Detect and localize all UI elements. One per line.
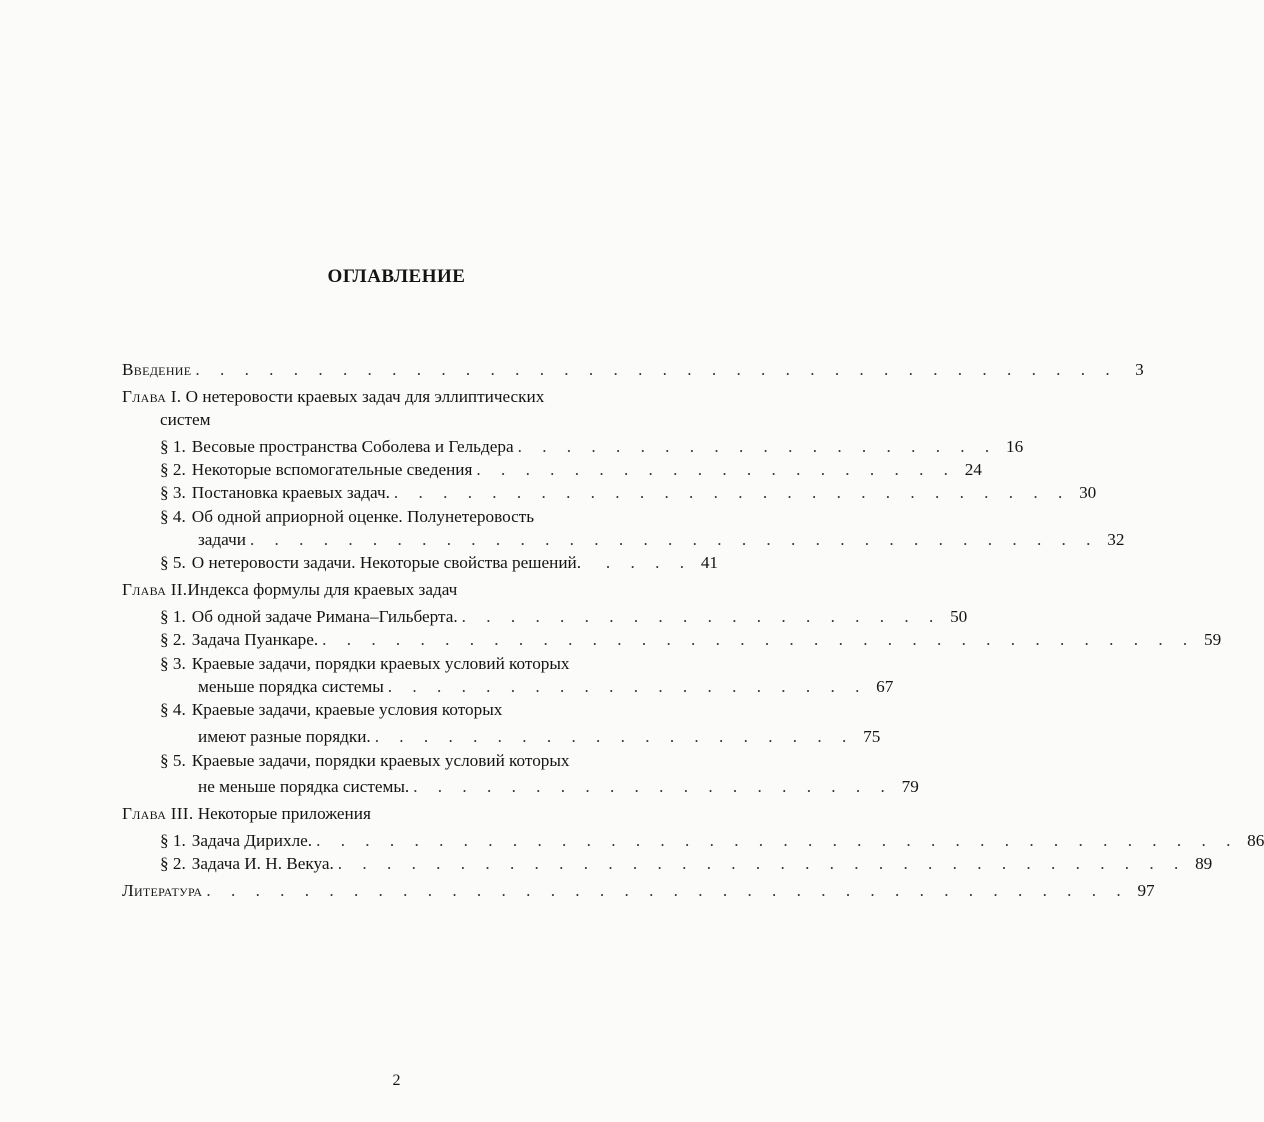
toc-entry — [160, 506, 718, 528]
toc-label: Литература — [122, 881, 203, 900]
toc-entry — [160, 653, 718, 675]
section-title-cont: не меньше порядка системы. — [198, 777, 410, 796]
toc-entry — [160, 699, 718, 721]
page-number: 97 — [1137, 881, 1155, 900]
chapter-title: Индекса формулы для краевых задач — [187, 580, 458, 599]
toc-entry-cont — [198, 776, 919, 798]
chapter-title: О нетеровости краевых задач для эллиптических — [185, 387, 545, 406]
page-number: 75 — [863, 727, 881, 746]
section-title: О нетеровости задачи. Некоторые свойства решений. — [191, 553, 582, 572]
section-number: § 2. — [160, 630, 186, 649]
section-number: § 4. — [160, 507, 186, 526]
page-number: 32 — [1107, 530, 1125, 549]
section-number: § 1. — [160, 831, 186, 850]
section-title: Задача Пуанкаре. — [191, 630, 319, 649]
section-title: Весовые пространства Соболева и Гельдера — [191, 437, 514, 456]
section-number: § 2. — [160, 460, 186, 479]
leader-dots: . . . . . . . . . . . . . . . . . . . . — [517, 437, 998, 456]
section-number: § 1. — [160, 607, 186, 626]
leader-dots: . . . . . . . . . . . . . . . . . . . . — [461, 607, 942, 626]
section-title: Постановка краевых задач. — [191, 483, 390, 502]
section-number: § 5. — [160, 553, 186, 572]
page-number: 50 — [950, 607, 968, 626]
toc-chapter-3 — [122, 803, 718, 825]
toc-entry — [160, 830, 1264, 852]
section-number: § 5. — [160, 751, 186, 770]
leader-dots: . . . . . . . . . . . . . . . . . . . . — [387, 677, 868, 696]
section-title: Задача Дирихле. — [191, 831, 313, 850]
toc-chapter-1-cont — [160, 409, 718, 431]
section-number: § 3. — [160, 483, 186, 502]
leader-dots: . . . . . . . . . . . . . . . . . . . . — [413, 777, 893, 796]
section-number: § 2. — [160, 854, 186, 873]
toc-entry — [160, 629, 1222, 651]
leader-dots: . . . . . . . . . . . . . . . . . . . . . . . . . . . . . . . . . . . . . . — [316, 831, 1239, 850]
leader-dots: . . . . . . . . . . . . . . . . . . . . . . . . . . . . . . . . . . . . . . — [195, 360, 1118, 379]
page-number: 59 — [1204, 630, 1222, 649]
toc-entry-intro — [122, 359, 1144, 381]
section-title: Краевые задачи, порядки краевых условий которых — [191, 654, 570, 673]
page-number: 67 — [876, 677, 894, 696]
page-number: 41 — [700, 553, 718, 572]
page-number: 3 — [1135, 360, 1144, 379]
section-title-cont: имеют разные порядки. — [198, 727, 371, 746]
page-number: 30 — [1079, 483, 1097, 502]
section-number: § 1. — [160, 437, 186, 456]
toc-entry — [160, 459, 982, 481]
toc-entry — [160, 482, 1097, 504]
section-title-cont: задачи — [198, 530, 246, 549]
toc-label: Введение — [122, 360, 192, 379]
toc-chapter-1 — [122, 386, 718, 408]
toc-entry-cont — [198, 676, 894, 698]
leader-dots: . . . . — [605, 553, 692, 572]
toc-entry — [160, 552, 718, 574]
section-title: Краевые задачи, порядки краевых условий которых — [191, 751, 570, 770]
section-title: Задача И. Н. Векуа. — [191, 854, 334, 873]
section-title: Об одной априорной оценке. Полунетеровость — [191, 507, 535, 526]
chapter-label: Глава II. — [122, 580, 188, 599]
page-title: ОГЛАВЛЕНИЕ — [327, 266, 466, 287]
section-title: Некоторые вспомогательные сведения — [191, 460, 473, 479]
leader-dots: . . . . . . . . . . . . . . . . . . . . . . . . . . . . . . . . . . . — [337, 854, 1187, 873]
toc-entry — [160, 750, 718, 772]
leader-dots: . . . . . . . . . . . . . . . . . . . . . . . . . . . . . . . . . . . . . . — [206, 881, 1129, 900]
section-title: Краевые задачи, краевые условия которых — [191, 700, 503, 719]
toc-entry-cont — [198, 529, 1125, 551]
section-title: Об одной задаче Римана–Гильберта. — [191, 607, 458, 626]
section-number: § 3. — [160, 654, 186, 673]
folio-page-number: 2 — [392, 1072, 401, 1089]
chapter-label: Глава III. — [122, 804, 194, 823]
toc-entry — [160, 853, 1213, 875]
page-number: 79 — [901, 777, 919, 796]
leader-dots: . . . . . . . . . . . . . . . . . . . . . . . . . . . . — [393, 483, 1071, 502]
toc-entry — [160, 436, 1024, 458]
section-title-cont: меньше порядка системы — [198, 677, 384, 696]
toc-entry-cont — [198, 726, 881, 748]
page-number: 86 — [1247, 831, 1264, 850]
section-number: § 4. — [160, 700, 186, 719]
toc-entry-literature — [122, 880, 1155, 902]
page-number: 16 — [1006, 437, 1024, 456]
page-number: 24 — [964, 460, 982, 479]
chapter-title: Некоторые приложения — [197, 804, 371, 823]
chapter-title-cont: систем — [160, 410, 211, 429]
page-number: 89 — [1195, 854, 1213, 873]
toc-chapter-2 — [122, 579, 718, 601]
toc-entry — [160, 606, 968, 628]
chapter-label: Глава I. — [122, 387, 182, 406]
leader-dots: . . . . . . . . . . . . . . . . . . . . . . . . . . . . . . . . . . . — [249, 530, 1099, 549]
leader-dots: . . . . . . . . . . . . . . . . . . . . — [374, 727, 855, 746]
leader-dots: . . . . . . . . . . . . . . . . . . . . . . . . . . . . . . . . . . . . — [322, 630, 1196, 649]
leader-dots: . . . . . . . . . . . . . . . . . . . . — [476, 460, 956, 479]
